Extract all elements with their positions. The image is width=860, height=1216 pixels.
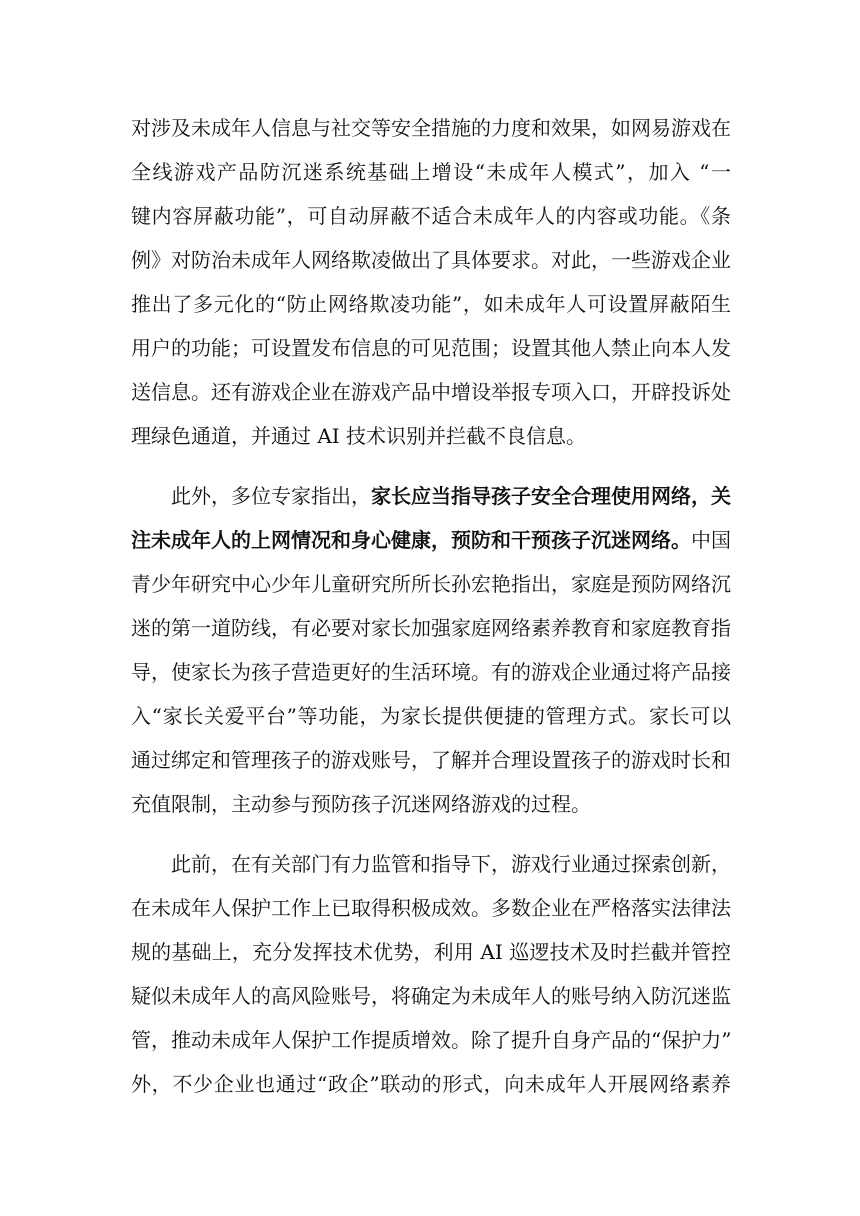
text-line: 用户的功能；可设置发布信息的可见范围；设置其他人禁止向本人发 (131, 336, 731, 360)
text-line: 推出了多元化的“防止网络欺凌功能”，如未成年人可设置屏蔽陌生 (131, 292, 731, 316)
emphasis-text: 注未成年人的上网情况和身心健康，预防和干预孩子沉迷网络。 (131, 528, 691, 552)
text-line: 此前，在有关部门有力监管和指导下，游戏行业通过探索创新， (171, 852, 731, 876)
paragraph-spacing (131, 826, 731, 842)
emphasis-text: 家长应当指导孩子安全合理使用网络，关 (371, 484, 731, 508)
text-line: 青少年研究中心少年儿童研究所所长孙宏艳指出，家庭是预防网络沉 (131, 572, 731, 596)
text-line: 通过绑定和管理孩子的游戏账号，了解并合理设置孩子的游戏时长和 (131, 748, 731, 772)
plain-text: 此外，多位专家指出， (171, 484, 371, 508)
text-line: 管，推动未成年人保护工作提质增效。除了提升自身产品的“保护力” (131, 1028, 731, 1052)
text-line: 入“家长关爱平台”等功能，为家长提供便捷的管理方式。家长可以 (131, 704, 731, 728)
text-line: 疑似未成年人的高风险账号，将确定为未成年人的账号纳入防沉迷监 (131, 984, 731, 1008)
text-line: 迷的第一道防线，有必要对家长加强家庭网络素养教育和家庭教育指 (131, 616, 731, 640)
text-line: 规的基础上，充分发挥技术优势，利用 AI 巡逻技术及时拦截并管控 (131, 940, 731, 964)
text-line: 键内容屏蔽功能”，可自动屏蔽不适合未成年人的内容或功能。《条 (131, 204, 731, 228)
text-line (131, 474, 731, 518)
text-line: 对涉及未成年人信息与社交等安全措施的力度和效果，如网易游戏在 (131, 116, 731, 140)
paragraph-2 (131, 474, 731, 826)
plain-text: 中国 (691, 528, 731, 552)
text-line (131, 518, 731, 562)
text-line: 充值限制，主动参与预防孩子沉迷网络游戏的过程。 (131, 792, 591, 816)
text-line: 送信息。还有游戏企业在游戏产品中增设举报专项入口，开辟投诉处 (131, 380, 731, 404)
paragraph-3 (131, 842, 731, 1106)
text-line: 在未成年人保护工作上已取得积极成效。多数企业在严格落实法律法 (131, 896, 731, 920)
text-line: 理绿色通道，并通过 AI 技术识别并拦截不良信息。 (131, 424, 587, 448)
text-line: 外，不少企业也通过“政企”联动的形式，向未成年人开展网络素养 (131, 1072, 731, 1096)
paragraph-1 (131, 106, 731, 458)
text-line: 导，使家长为孩子营造更好的生活环境。有的游戏企业通过将产品接 (131, 660, 731, 684)
text-line: 例》对防治未成年人网络欺凌做出了具体要求。对此，一些游戏企业 (131, 248, 731, 272)
text-line: 全线游戏产品防沉迷系统基础上增设“未成年人模式”，加入 “一 (131, 160, 731, 184)
article-body (131, 106, 731, 1106)
paragraph-spacing (131, 458, 731, 474)
